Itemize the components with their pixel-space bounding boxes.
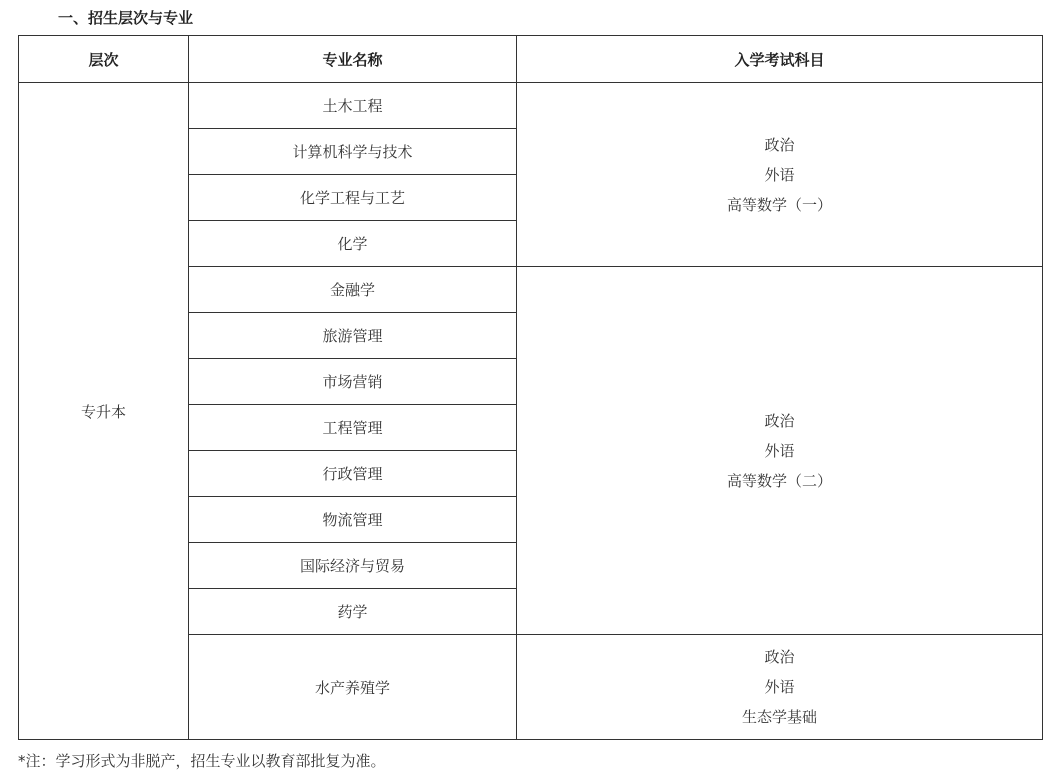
subject-item: 外语 bbox=[764, 441, 795, 460]
major-cell: 金融学 bbox=[189, 267, 517, 313]
subject-item: 高等数学（二） bbox=[726, 471, 832, 490]
subject-item: 政治 bbox=[764, 648, 795, 666]
header-level: 层次 bbox=[19, 36, 189, 83]
subject-item: 政治 bbox=[764, 135, 795, 154]
subjects-cell-group-1 bbox=[517, 83, 1043, 267]
major-cell: 计算机科学与技术 bbox=[189, 129, 517, 175]
subject-item: 外语 bbox=[764, 678, 795, 696]
subject-item: 外语 bbox=[764, 165, 795, 184]
major-cell: 土木工程 bbox=[189, 83, 517, 129]
major-cell: 物流管理 bbox=[189, 497, 517, 543]
subjects-cell-group-2 bbox=[517, 267, 1043, 635]
header-major-name: 专业名称 bbox=[189, 36, 517, 83]
major-cell: 国际经济与贸易 bbox=[189, 543, 517, 589]
subject-item: 高等数学（一） bbox=[726, 195, 832, 214]
subject-item: 政治 bbox=[764, 411, 795, 430]
major-cell: 市场营销 bbox=[189, 359, 517, 405]
subjects-cell-group-3 bbox=[517, 635, 1043, 740]
enrollment-table bbox=[18, 35, 1043, 740]
header-exam-subjects: 入学考试科目 bbox=[517, 36, 1043, 83]
major-cell: 化学 bbox=[189, 221, 517, 267]
major-cell: 药学 bbox=[189, 589, 517, 635]
major-cell: 工程管理 bbox=[189, 405, 517, 451]
major-cell: 行政管理 bbox=[189, 451, 517, 497]
table-header-row bbox=[19, 36, 1043, 83]
major-cell: 旅游管理 bbox=[189, 313, 517, 359]
section-title: 一、招生层次与专业 bbox=[58, 9, 194, 27]
level-cell: 专升本 bbox=[19, 83, 189, 740]
subject-item: 生态学基础 bbox=[741, 708, 817, 726]
major-cell: 化学工程与工艺 bbox=[189, 175, 517, 221]
major-cell: 水产养殖学 bbox=[189, 635, 517, 740]
table-row bbox=[19, 83, 1043, 129]
footnote: *注：学习形式为非脱产，招生专业以教育部批复为准。 bbox=[18, 752, 386, 770]
